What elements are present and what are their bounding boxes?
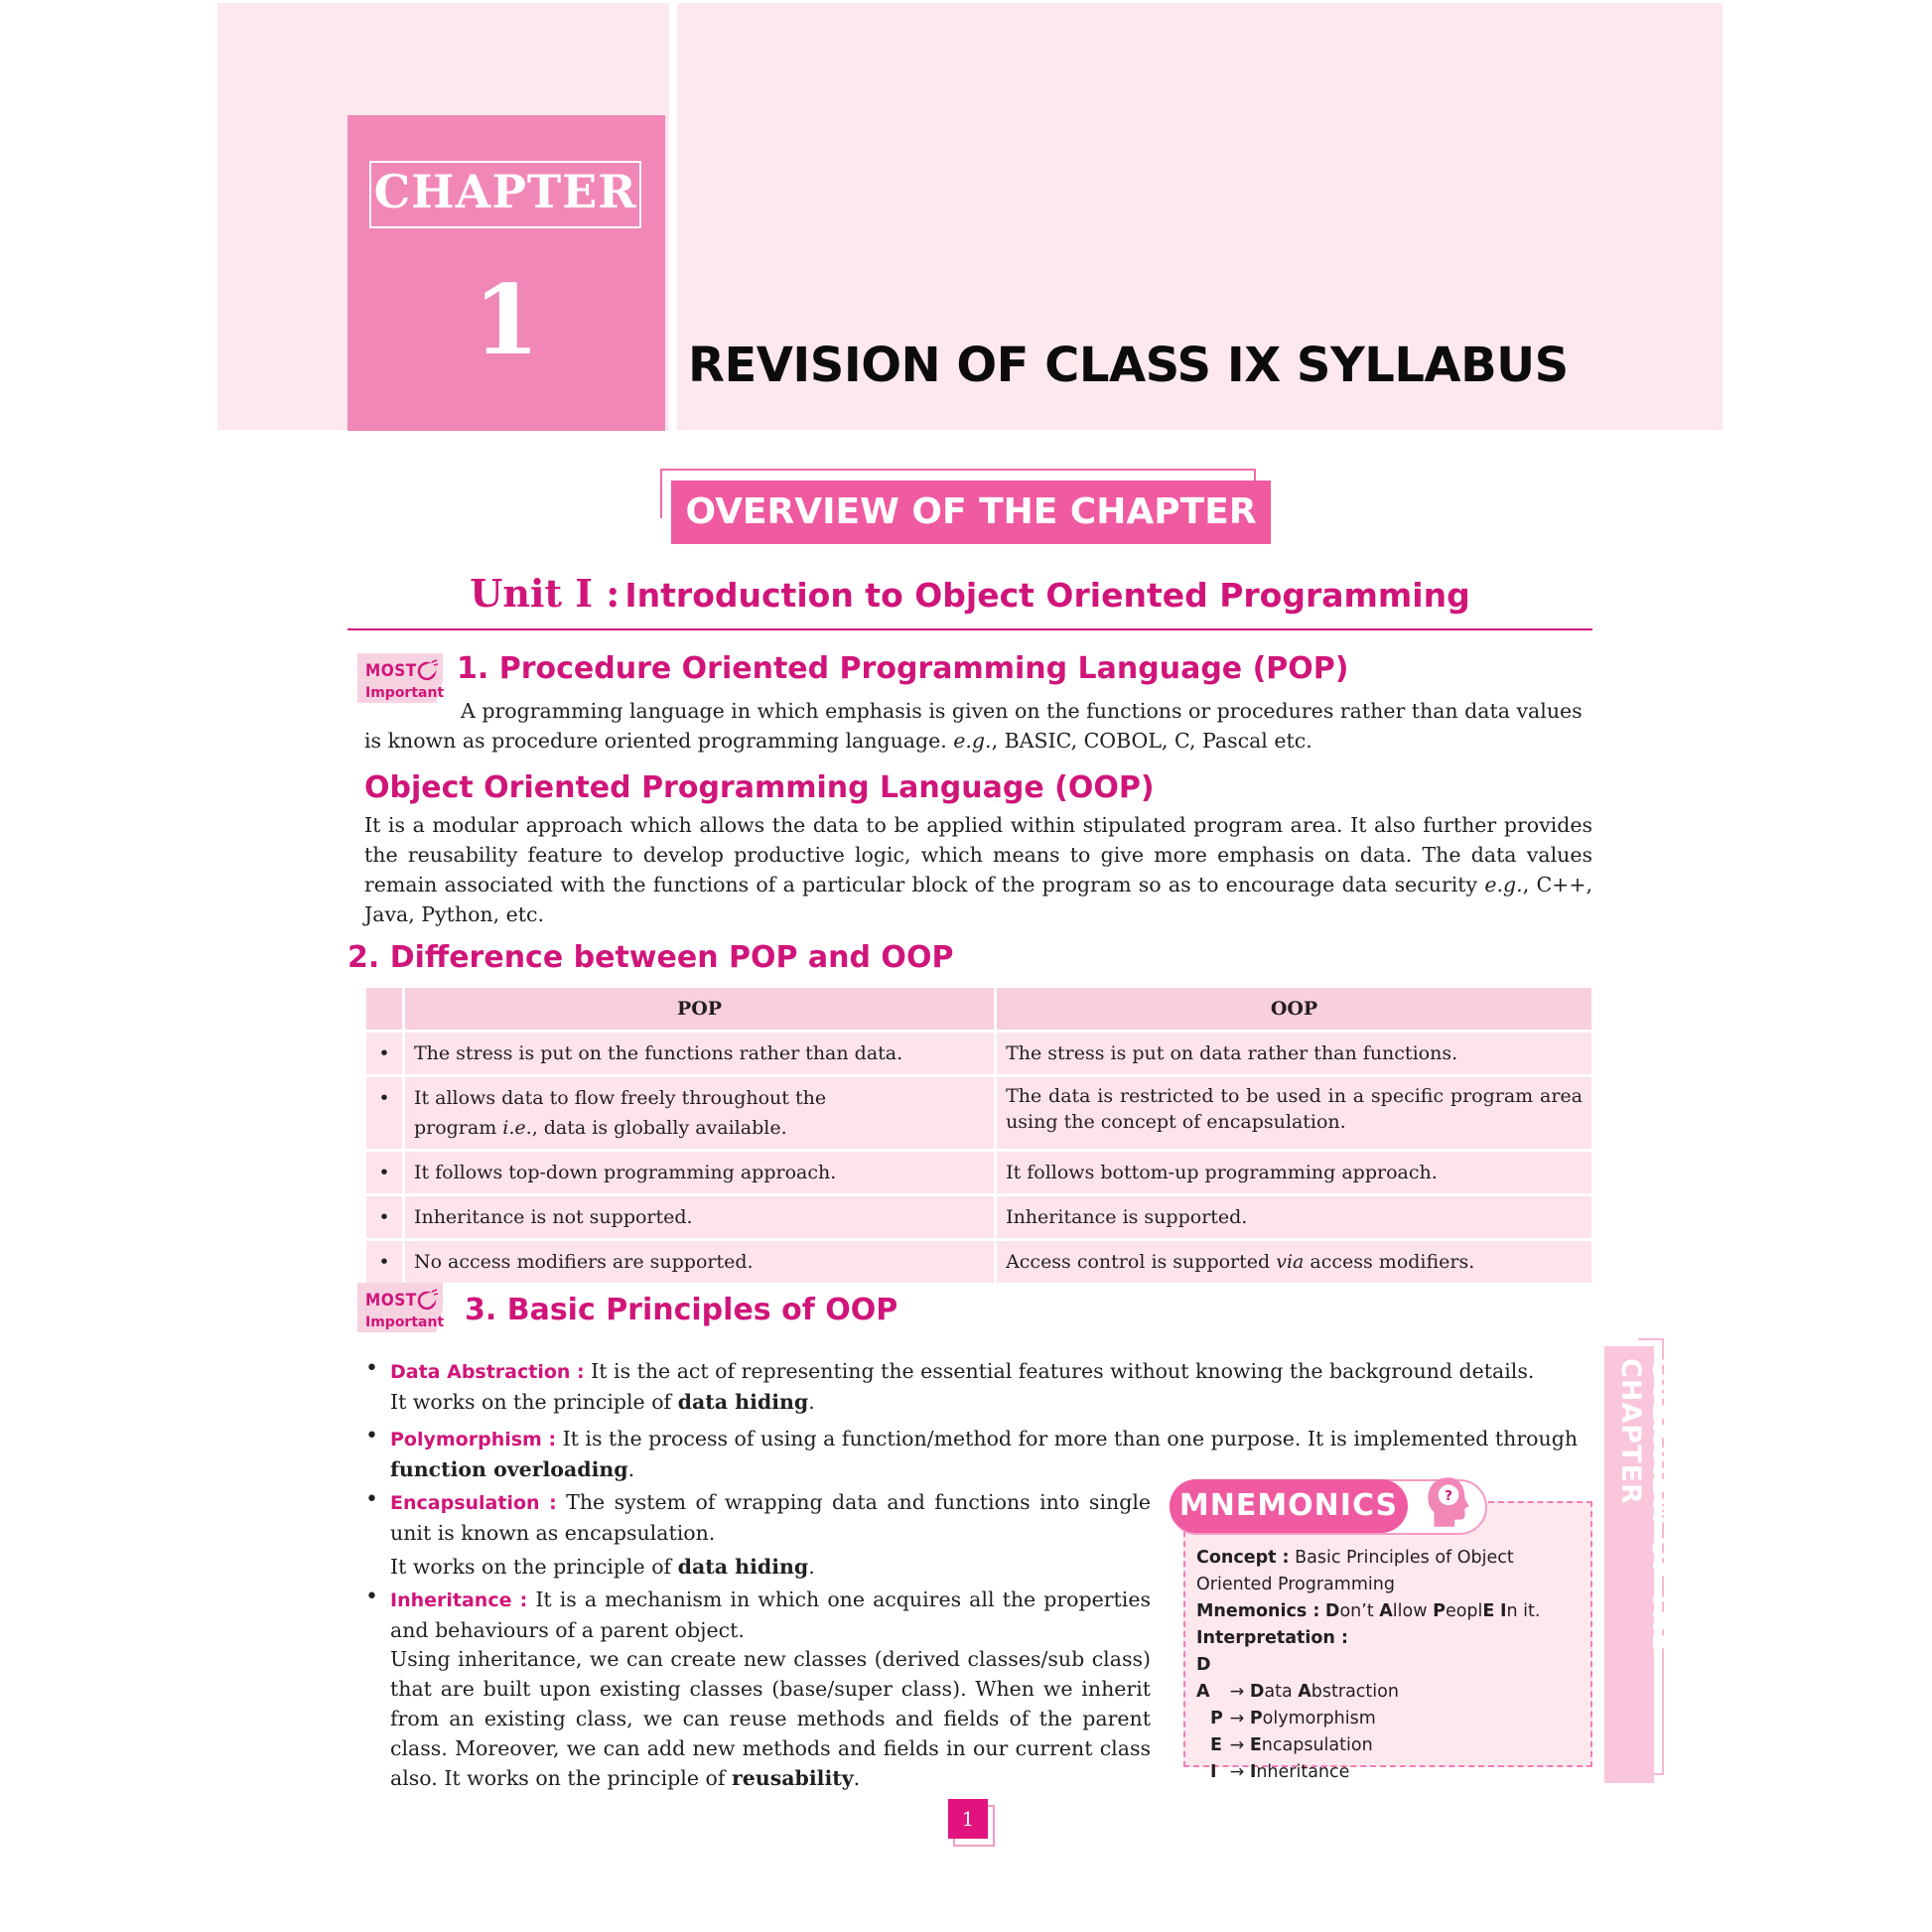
badge-most-2: MOST: [365, 1291, 417, 1311]
bullet-dot: •: [365, 1356, 378, 1381]
comparison-table: [363, 985, 1594, 1286]
principle-polymorphism: Polymorphism : It is the process of using a function/method for more than one purpose. It is implemented through function overloading.: [390, 1427, 1579, 1481]
section1-heading: 1. Procedure Oriented Programming Language (POP): [457, 651, 1349, 686]
page-number-box: [948, 1799, 988, 1839]
mnemonic-item: D A → Data Abstraction: [1196, 1655, 1399, 1702]
mnemonic-item: P → Polymorphism: [1210, 1709, 1376, 1728]
most-important-badge-1: [357, 653, 443, 711]
chapter-title: REVISION OF CLASS IX SYLLABUS: [688, 338, 1569, 393]
crescent-icon: [417, 1289, 439, 1311]
most-important-badge-2: [357, 1283, 443, 1340]
col-oop-header: OOP: [997, 988, 1591, 1030]
table-header-row: [366, 988, 1591, 1030]
head-thinking-icon: [1418, 1471, 1479, 1533]
col-pop-header: POP: [405, 988, 994, 1030]
badge-important-1: Important: [365, 685, 445, 701]
overview-banner: [671, 481, 1271, 544]
bullet-dot: •: [365, 1585, 378, 1609]
section1-line1: A programming language in which emphasis is given on the functions or procedures rather than data values: [461, 699, 1583, 723]
mnemonics-title: MNEMONICS: [1178, 1488, 1399, 1523]
chapter-label: CHAPTER: [373, 165, 637, 218]
unit-rule: [347, 628, 1592, 630]
mnemonics-content: [1196, 1545, 1586, 1786]
side-tab: [1604, 1346, 1677, 1783]
principle-encapsulation-note: It works on the principle of data hiding.: [390, 1555, 815, 1579]
oop-paragraph: It is a modular approach which allows the data to be applied within stipulated program area. It also further provides the reusability feature to develop productive logic, which means to give more emphasis on data. The data values remain associated with the functions of a particular block of the program so as to encourage data security e.g., C++, Java, Python, etc.: [364, 813, 1593, 926]
oop-heading: Object Oriented Programming Language (OOP): [364, 770, 1155, 805]
side-tab-label: OVERVIEW OF THE CHAPTER: [1615, 1358, 1677, 1653]
table-row: • It allows data to flow freely throughout the program i.e., data is globally available. The data is restricted to be used in a specific program area using the concept of encapsulation.: [366, 1077, 1591, 1149]
mnemonics-title-pill: [1170, 1479, 1408, 1533]
principle-encapsulation: Encapsulation : The system of wrapping data and functions into single unit is known as encapsulation.: [390, 1490, 1152, 1545]
overview-banner-label: OVERVIEW OF THE CHAPTER: [685, 491, 1257, 532]
page-number: 1: [961, 1807, 975, 1831]
table-row: • It follows top-down programming approach. It follows bottom-up programming approach.: [366, 1152, 1591, 1193]
chapter-number: 1: [473, 264, 540, 376]
table-row: • The stress is put on the functions rather than data. The stress is put on data rather than functions.: [366, 1033, 1591, 1074]
principle-inheritance: Inheritance : It is a mechanism in which one acquires all the properties and behaviours of a parent object.: [390, 1587, 1151, 1642]
mnemonic-item: E → Encapsulation: [1210, 1735, 1373, 1755]
chapter-box: [347, 115, 665, 431]
section2-heading: 2. Difference between POP and OOP: [347, 940, 954, 975]
unit-prefix: Unit I :: [470, 571, 621, 616]
mnemonics-concept: Concept : Basic Principles of Object Oriented Programming: [1196, 1548, 1514, 1594]
mnemonic-item: I → Inheritance: [1210, 1762, 1350, 1782]
unit-title: Introduction to Object Oriented Programming: [624, 576, 1470, 615]
badge-important-2: Important: [365, 1314, 445, 1330]
principle-abstraction: Data Abstraction : It is the act of representing the essential features without knowing the background details. It works on the principle of data hiding.: [390, 1359, 1535, 1414]
unit-heading: [347, 571, 1592, 616]
principle-inheritance-detail: Using inheritance, we can create new classes (derived classes/sub class) that are built upon existing classes (base/super class). When we inherit from an existing class, we can reuse methods and fields of the parent class. Moreover, we can add new methods and fields in our current class also. It works on the principle of reusability.: [390, 1647, 1151, 1790]
table-row: • Inheritance is not supported. Inheritance is supported.: [366, 1196, 1591, 1238]
mnemonics-phrase: Mnemonics : Don’t Allow PeoplE In it.: [1196, 1601, 1541, 1621]
section1-line2: is known as procedure oriented programming language. e.g., BASIC, COBOL, C, Pascal etc.: [364, 729, 1312, 753]
bullet-dot: •: [365, 1424, 378, 1449]
crescent-icon: [417, 659, 439, 681]
bullet-dot: •: [365, 1487, 378, 1512]
svg-text:?: ?: [1445, 1488, 1452, 1504]
badge-most-1: MOST: [365, 661, 417, 681]
section3-heading: 3. Basic Principles of OOP: [465, 1293, 898, 1327]
mnemonics-interpretation-label: Interpretation :: [1196, 1628, 1348, 1648]
table-row: • No access modifiers are supported. Access control is supported via access modifiers.: [366, 1241, 1591, 1283]
